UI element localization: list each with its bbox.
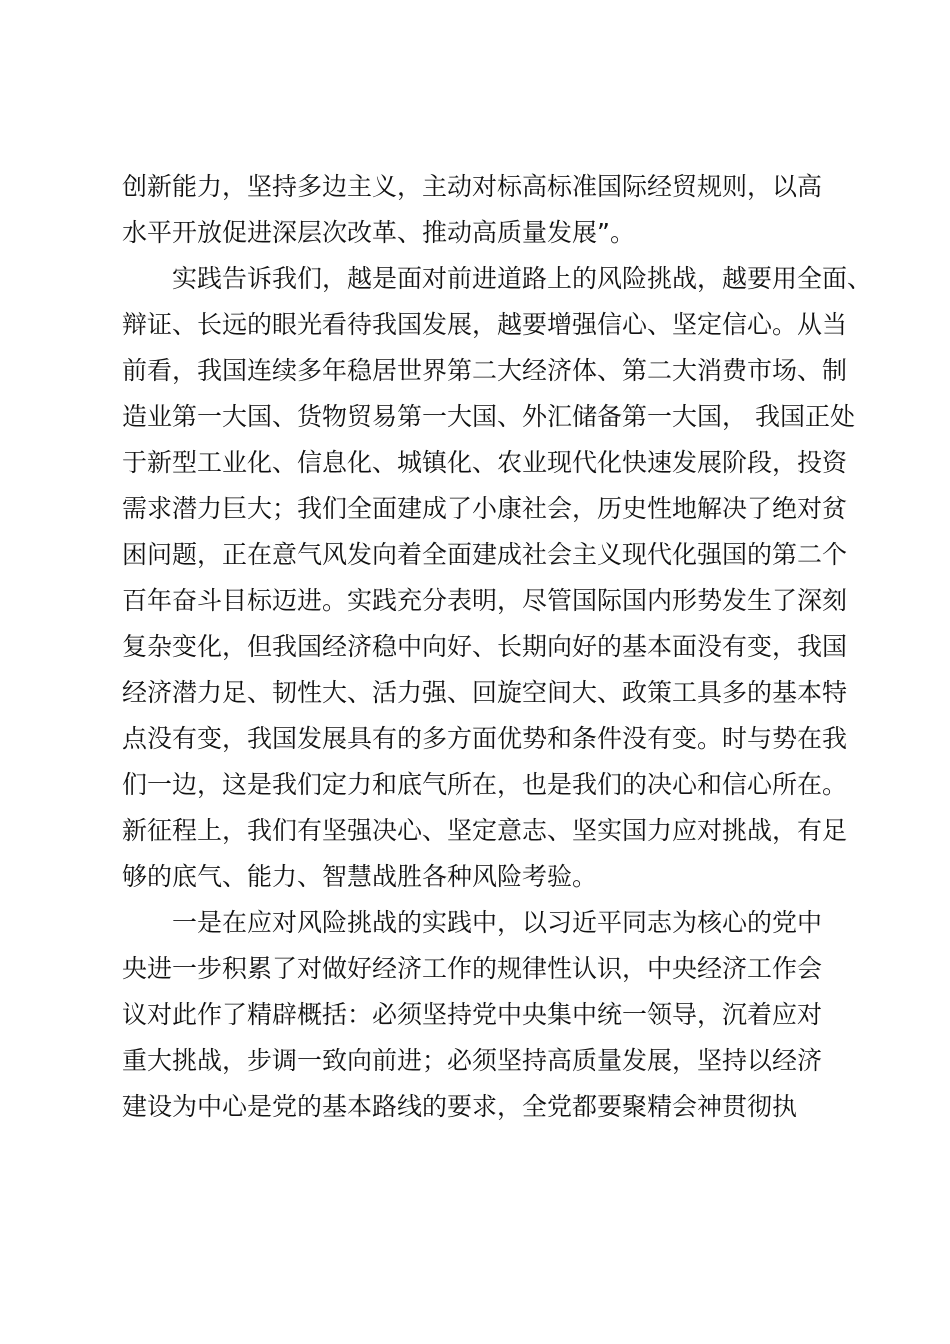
text-line-10: 百年奋斗目标迈进。实践充分表明，尽管国际国内形势发生了深刻 (122, 586, 848, 615)
text-line-2: 水平开放促进深层次改革、推动高质量发展”。 (122, 218, 635, 247)
text-line-19: 议对此作了精辟概括：必须坚持党中央集中统一领导，沉着应对 (122, 1000, 823, 1029)
text-line-8: 需求潜力巨大；我们全面建成了小康社会，历史性地解决了绝对贫 (122, 494, 848, 523)
text-line-17: 一是在应对风险挑战的实践中，以习近平同志为核心的党中 (172, 908, 823, 937)
text-line-14: 们一边，这是我们定力和底气所在，也是我们的决心和信心所在。 (122, 770, 848, 799)
text-line-21: 建设为中心是党的基本路线的要求，全党都要聚精会神贯彻执 (122, 1092, 798, 1121)
text-line-4: 辩证、长远的眼光看待我国发展，越要增强信心、坚定信心。从当 (122, 310, 848, 339)
text-line-18: 央进一步积累了对做好经济工作的规律性认识，中央经济工作会 (122, 954, 823, 983)
text-line-20: 重大挑战，步调一致向前进；必须坚持高质量发展，坚持以经济 (122, 1046, 823, 1075)
text-line-15: 新征程上，我们有坚强决心、坚定意志、坚实国力应对挑战，有足 (122, 816, 848, 845)
text-line-3: 实践告诉我们，越是面对前进道路上的风险挑战，越要用全面、 (172, 264, 873, 293)
text-line-7: 于新型工业化、信息化、城镇化、农业现代化快速发展阶段，投资 (122, 448, 848, 477)
text-line-1: 创新能力，坚持多边主义，主动对标高标准国际经贸规则，以高 (122, 172, 823, 201)
text-line-13: 点没有变，我国发展具有的多方面优势和条件没有变。时与势在我 (122, 724, 848, 753)
text-line-16: 够的底气、能力、智慧战胜各种风险考验。 (122, 862, 598, 891)
text-line-12: 经济潜力足、韧性大、活力强、回旋空间大、政策工具多的基本特 (122, 678, 848, 707)
text-line-9: 困问题，正在意气风发向着全面建成社会主义现代化强国的第二个 (122, 540, 848, 569)
text-line-11: 复杂变化，但我国经济稳中向好、长期向好的基本面没有变，我国 (122, 632, 848, 661)
text-line-6: 造业第一大国、货物贸易第一大国、外汇储备第一大国， 我国正处 (122, 402, 855, 431)
text-line-5: 前看，我国连续多年稳居世界第二大经济体、第二大消费市场、制 (122, 356, 848, 385)
